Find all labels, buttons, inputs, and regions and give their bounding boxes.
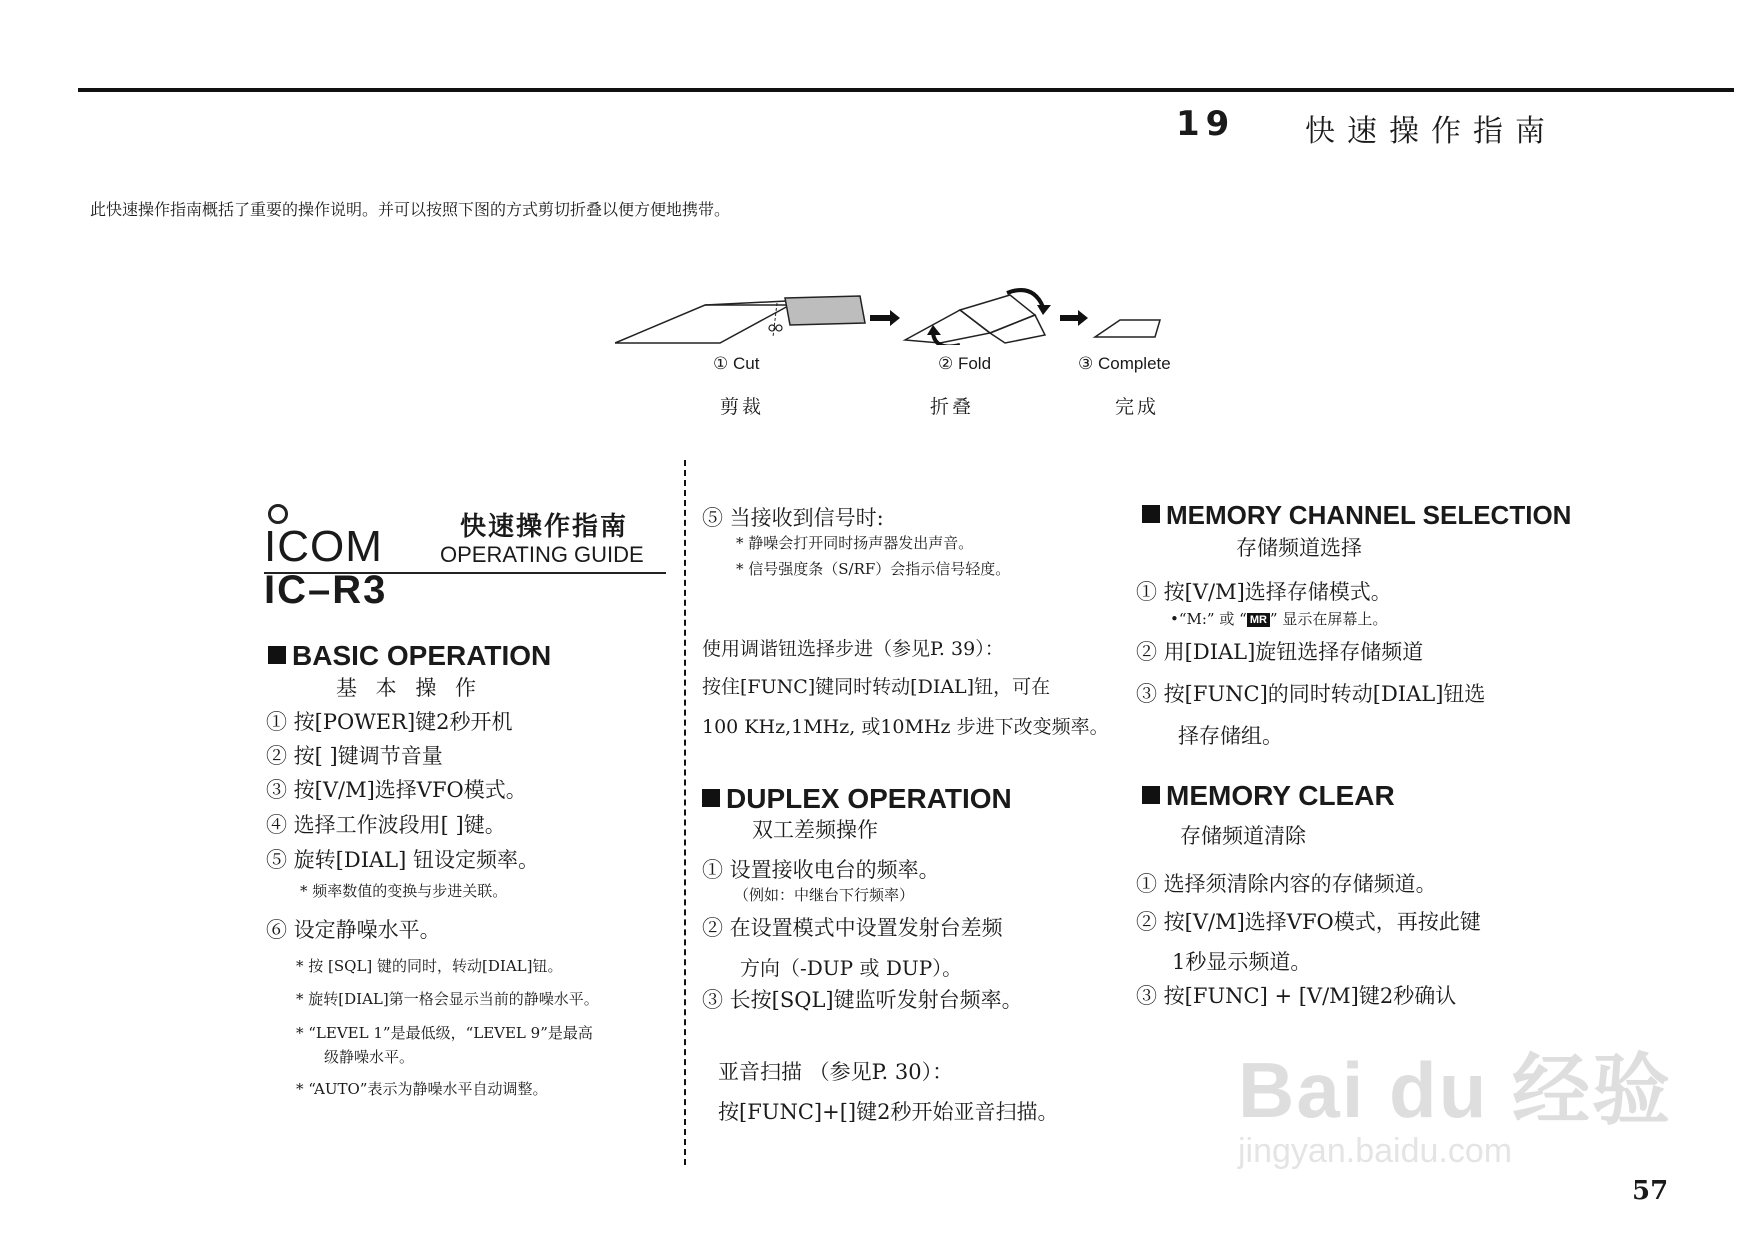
duplex-note-example: （例如：中继台下行频率）	[734, 886, 915, 904]
basic-item-4: ④ 选择工作波段用[ ]键。	[266, 813, 506, 837]
tone-scan-line-2: 按[FUNC]+[]键2秒开始亚音扫描。	[718, 1100, 1059, 1124]
tuning-step-line-1: 使用调谐钮选择步进（参见P. 39）：	[702, 638, 1004, 660]
duplex-operation-subheading: 双工差频操作	[752, 818, 878, 842]
top-rule	[78, 88, 1734, 92]
watermark-main-text: Bai du 经验	[1238, 1046, 1673, 1134]
arrow-right-icon-1	[870, 310, 900, 326]
squelch-note-4: * “AUTO”表示为静噪水平自动调整。	[296, 1080, 548, 1098]
memory-clear-item-2: ② 按[V/M]选择VFO模式，再按此键	[1136, 910, 1481, 934]
tone-scan-line-1: 亚音扫描 （参见P. 30）：	[718, 1060, 954, 1084]
memory-select-note: •“M:” 或 “ MR ” 显示在屏幕上。	[1170, 610, 1388, 628]
duplex-item-3: ③ 长按[SQL]键监听发射台频率。	[702, 988, 1023, 1012]
memory-channel-selection-subheading: 存储频道选择	[1236, 536, 1362, 560]
squelch-note-2: * 旋转[DIAL]第一格会显示当前的静噪水平。	[296, 990, 599, 1008]
square-bullet-icon	[268, 646, 286, 664]
fold-arrow-icon-1	[1007, 290, 1043, 307]
intro-text: 此快速操作指南概括了重要的操作说明。并可以按照下图的方式剪切折叠以便方便地携带。	[90, 200, 731, 219]
memory-clear-heading: MEMORY CLEAR	[1142, 780, 1395, 812]
memory-select-item-1: ① 按[V/M]选择存储模式。	[1136, 580, 1392, 604]
basic-item-1: ① 按[POWER]键2秒开机	[266, 710, 513, 734]
fold-arrow-head-icon-1	[1037, 305, 1051, 315]
basic-operation-heading: BASIC OPERATION	[268, 640, 551, 672]
mr-icon: MR	[1247, 613, 1270, 627]
chapter-title: 快速操作指南	[1305, 114, 1557, 149]
chapter-number: 19	[1176, 104, 1236, 144]
basic-operation-subheading: 基 本 操 作	[336, 676, 483, 700]
baidu-watermark	[1238, 1028, 1672, 1171]
basic-item-2: ② 按[ ]键调节音量	[266, 744, 443, 768]
signal-note-2: * 信号强度条（S/RF）会指示信号轻度。	[736, 560, 1011, 578]
guide-title-en: OPERATING GUIDE	[440, 542, 644, 567]
signal-note-1: * 静噪会打开同时扬声器发出声音。	[736, 534, 974, 552]
memory-clear-subheading: 存储频道清除	[1180, 824, 1306, 848]
cut-line-divider	[684, 460, 686, 1165]
basic-item-3: ③ 按[V/M]选择VFO模式。	[266, 778, 527, 802]
basic-item-5: ⑤ 旋转[DIAL] 钮设定频率。	[266, 848, 539, 872]
arrow-right-icon-2	[1060, 310, 1088, 326]
icom-logo: ICOM	[264, 522, 383, 571]
fold-sheet-icon	[905, 295, 1045, 343]
memory-clear-item-2b: 1秒显示频道。	[1172, 950, 1312, 974]
watermark-url-text: jingyan.baidu.com	[1238, 1132, 1513, 1170]
cut-strip-icon	[773, 296, 865, 337]
duplex-item-1: ① 设置接收电台的频率。	[702, 858, 940, 882]
memory-select-item-3b: 择存储组。	[1178, 724, 1283, 748]
memory-select-item-3: ③ 按[FUNC]的同时转动[DIAL]钮选	[1136, 682, 1486, 706]
memory-clear-item-3: ③ 按[FUNC] + [V/M]键2秒确认	[1136, 984, 1457, 1008]
step-cut-label: ① Cut	[713, 354, 760, 373]
square-bullet-icon	[1142, 786, 1160, 804]
model-name: IC–R3	[264, 568, 388, 612]
complete-sheet-icon	[1095, 320, 1160, 337]
duplex-item-2b: 方向（-DUP 或 DUP）。	[740, 956, 963, 980]
page-number: 57	[1632, 1176, 1669, 1206]
step-complete-label: ③ Complete	[1078, 354, 1171, 373]
guide-title-zh: 快速操作指南	[460, 512, 629, 542]
basic-item-6: ⑥ 设定静噪水平。	[266, 918, 441, 942]
memory-clear-item-1: ① 选择须清除内容的存储频道。	[1136, 872, 1437, 896]
tuning-step-line-2: 按住[FUNC]键同时转动[DIAL]钮，可在	[702, 676, 1051, 698]
square-bullet-icon	[702, 789, 720, 807]
duplex-operation-heading: DUPLEX OPERATION	[702, 783, 1012, 815]
signal-item-5: ⑤ 当接收到信号时:	[702, 506, 884, 530]
scissors-icon	[769, 325, 782, 331]
step-fold-label: ② Fold	[938, 354, 992, 373]
memory-select-item-2: ② 用[DIAL]旋钮选择存储频道	[1136, 640, 1424, 664]
step-complete-zh: 完成	[1115, 396, 1160, 418]
step-cut-zh: 剪裁	[720, 396, 765, 418]
basic-note-freq: * 频率数值的变换与步进关联。	[300, 882, 508, 900]
memory-channel-selection-heading: MEMORY CHANNEL SELECTION	[1142, 500, 1571, 531]
duplex-item-2: ② 在设置模式中设置发射台差频	[702, 916, 1003, 940]
squelch-note-3: * “LEVEL 1”是最低级，“LEVEL 9”是最高	[296, 1024, 593, 1042]
square-bullet-icon	[1142, 505, 1160, 523]
icom-logo-ring	[268, 504, 288, 524]
cut-sheet-icon	[615, 301, 790, 343]
tuning-step-line-3: 100 KHz,1MHz, 或10MHz 步进下改变频率。	[702, 716, 1109, 738]
squelch-note-3b: 级静噪水平。	[324, 1048, 415, 1066]
fold-illustration	[615, 285, 1195, 345]
step-fold-zh: 折叠	[930, 396, 975, 418]
squelch-note-1: * 按 [SQL] 键的同时，转动[DIAL]钮。	[296, 957, 563, 975]
